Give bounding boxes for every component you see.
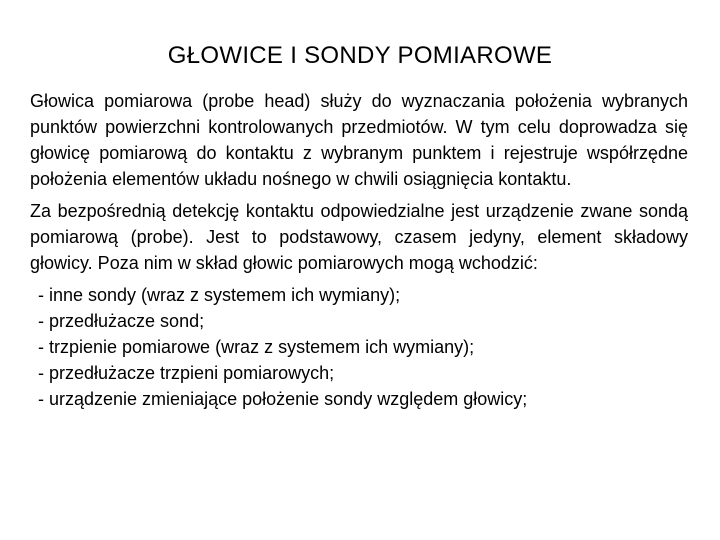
list-item: - inne sondy (wraz z systemem ich wymiany); xyxy=(38,285,401,305)
paragraph-probe: Za bezpośrednią detekcję kontaktu odpowiedzialne jest urządzenie zwane sondą pomiarową (probe). Jest to podstawowy, czasem jedyny, element składowy głowicy. Poza nim w skład głowic pomiarowych mogą wchodzić: xyxy=(30,201,688,273)
slide-content xyxy=(30,88,688,412)
slide-title: GŁOWICE I SONDY POMIAROWE xyxy=(167,42,553,69)
list-item: - trzpienie pomiarowe (wraz z systemem ich wymiany); xyxy=(38,337,475,357)
list-item: - przedłużacze trzpieni pomiarowych; xyxy=(38,363,335,383)
list-item: - przedłużacze sond; xyxy=(38,311,205,331)
paragraph-probe-head: Głowica pomiarowa (probe head) służy do wyznaczania położenia wybranych punktów powierzchni kontrolowanych przedmiotów. W tym celu doprowadza się głowicę pomiarową do kontaktu z wybranym punktem i rejestruje współrzędne położenia elementów układu nośnego w chwili osiągnięcia kontaktu. xyxy=(30,91,688,189)
components-list xyxy=(30,282,688,412)
list-item: - urządzenie zmieniające położenie sondy względem głowicy; xyxy=(38,389,528,409)
